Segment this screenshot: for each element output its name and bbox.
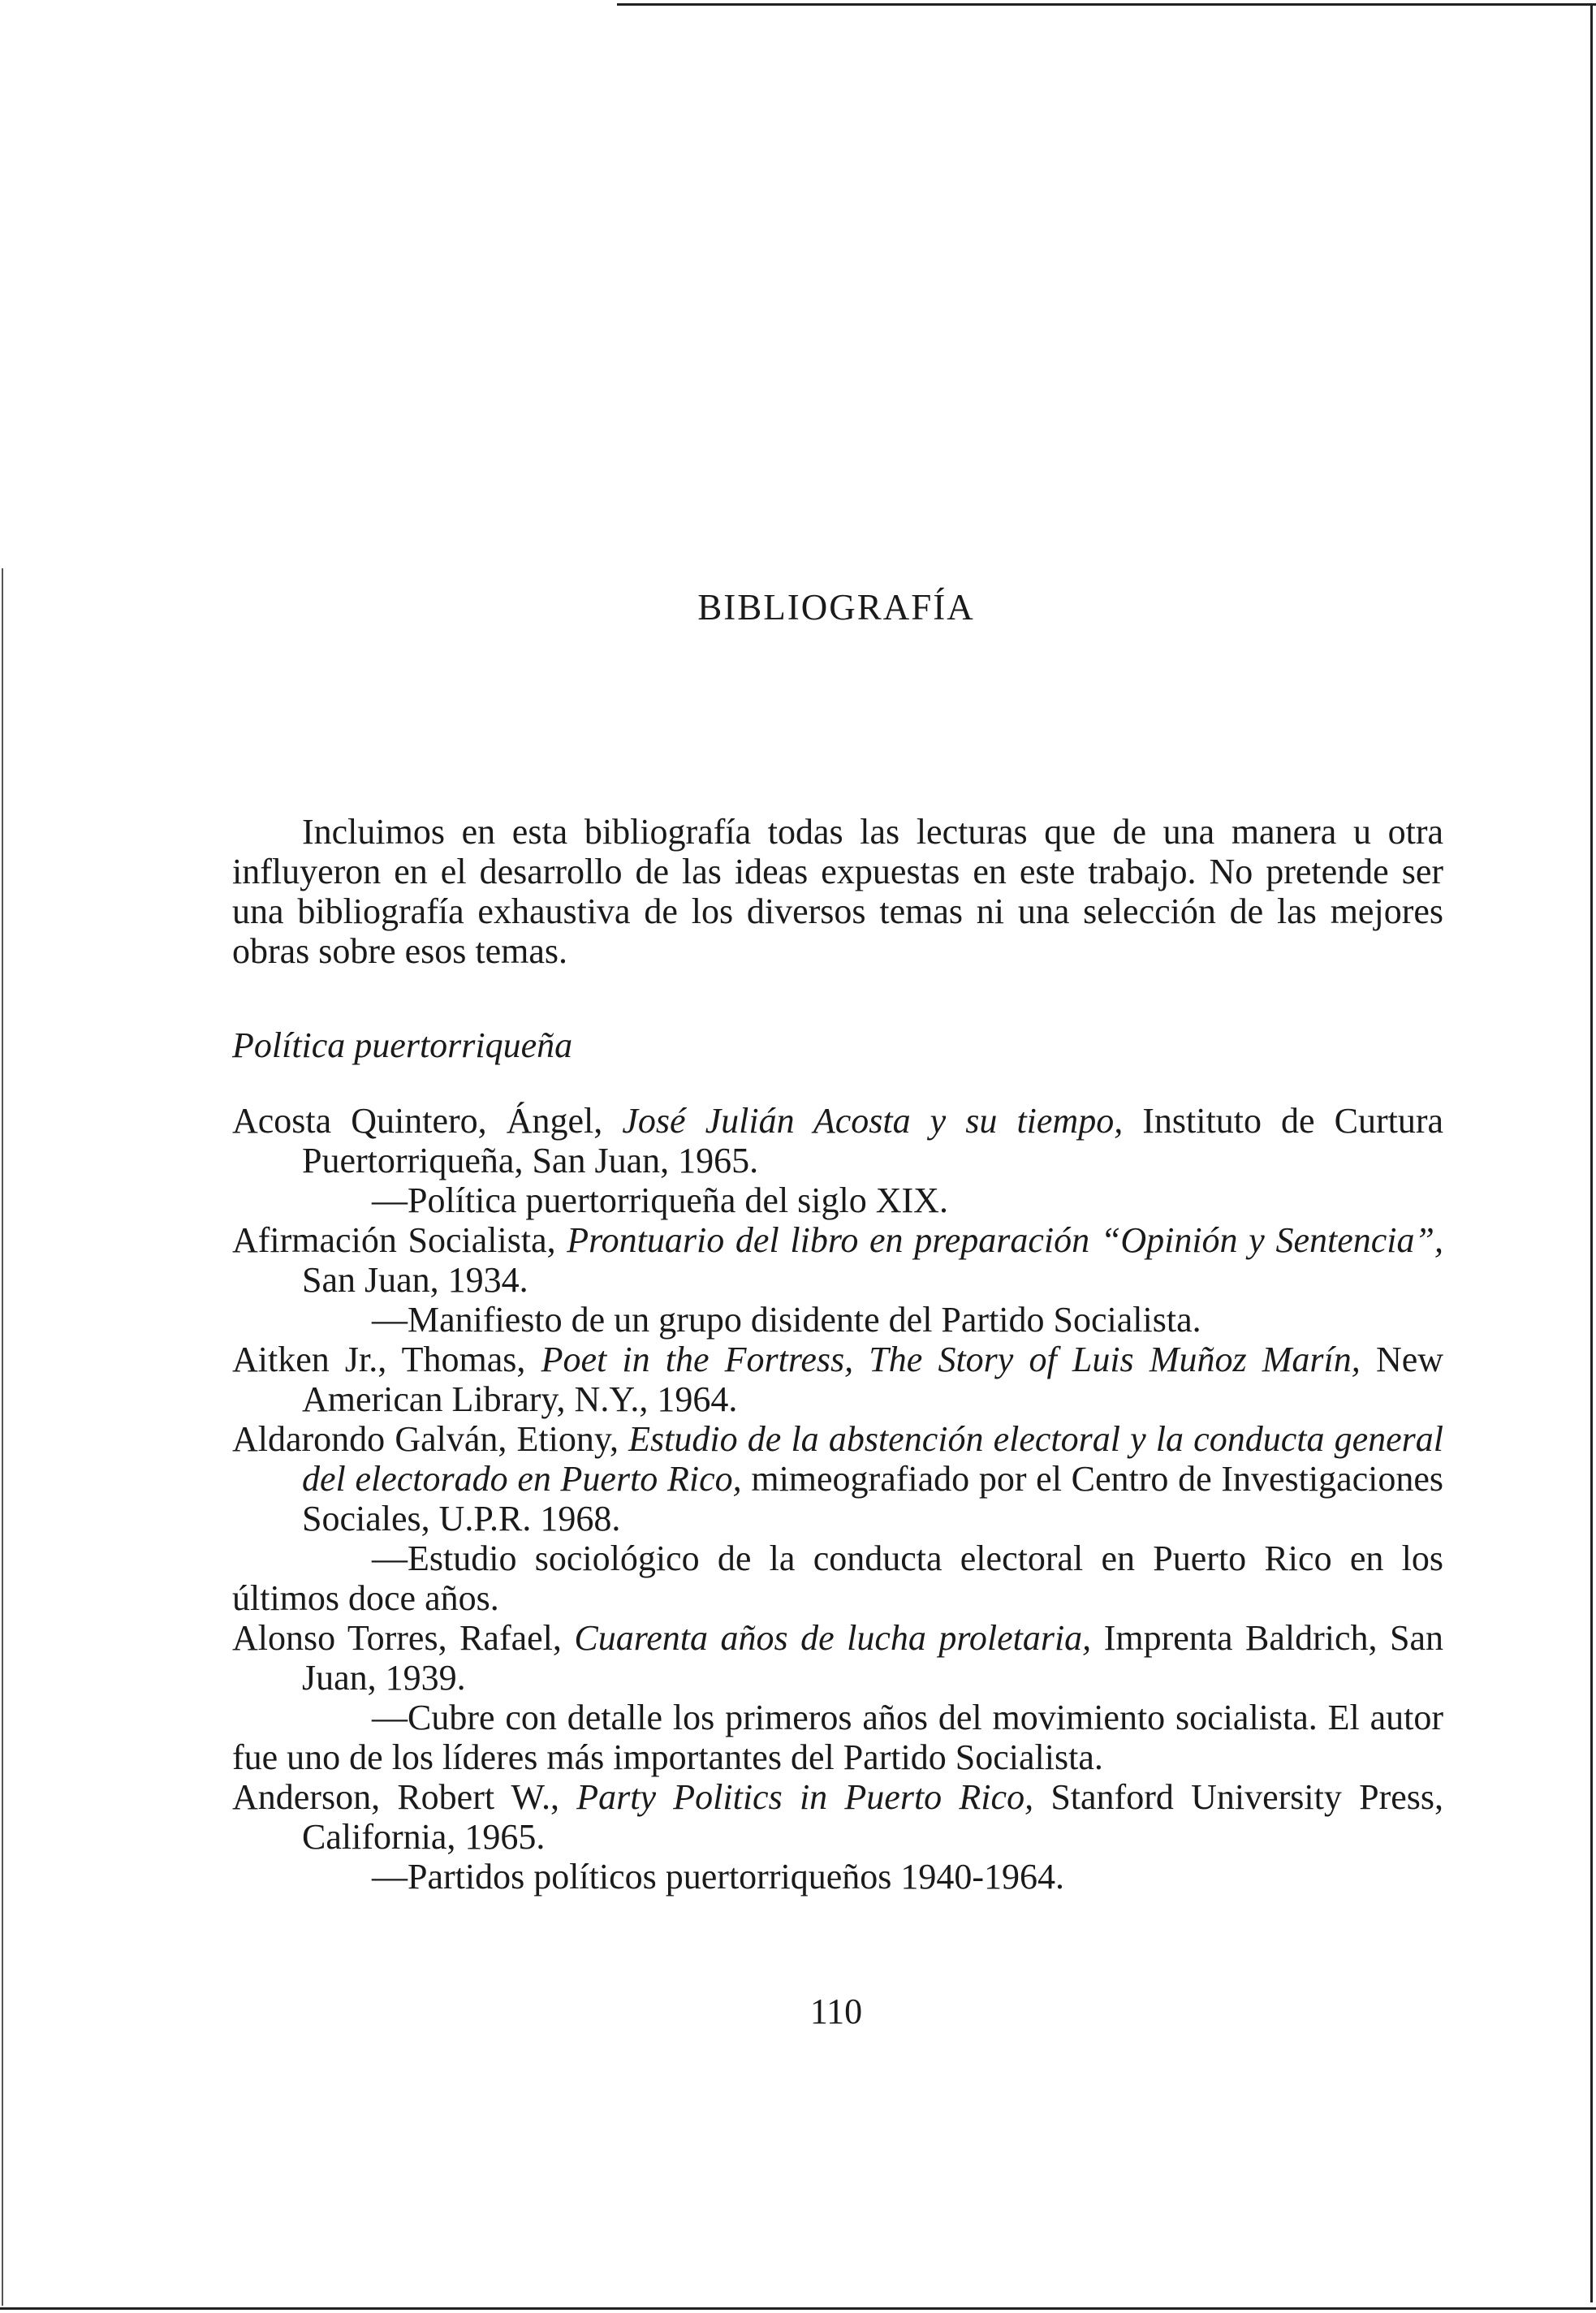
entry-citation (232, 1777, 1443, 1857)
bibliography-entry (232, 1618, 1443, 1777)
entry-note: —Partidos políticos puertorriqueños 1940-1964. (372, 1857, 1065, 1897)
entry-work-title: Estudio de la abstención electoral y la conducta general del electorado en Puerto Rico, (302, 1419, 1444, 1499)
entry-citation (232, 1340, 1443, 1419)
entry-author: Aldarondo Galván, Etiony, (232, 1419, 619, 1459)
bibliography-entry (232, 1340, 1443, 1419)
entry-publication: San Juan, 1934. (302, 1260, 528, 1300)
entry-note: —Política puertorriqueña del siglo XIX. (372, 1180, 948, 1220)
bibliography-entry (232, 1220, 1443, 1340)
entry-citation (232, 1101, 1443, 1180)
section-heading: Política puertorriqueña (232, 1025, 573, 1065)
entry-work-title: Party Politics in Puerto Rico, (576, 1777, 1034, 1817)
entry-citation (232, 1220, 1443, 1300)
page-border-left (2, 568, 3, 2306)
entry-publication: mimeografiado por el Centro de Investigaciones Sociales, U.P.R. 1968. (302, 1459, 1444, 1538)
entry-citation (232, 1419, 1443, 1538)
intro-paragraph: Incluimos en esta bibliografía todas las lecturas que de una manera u otra influyeron en el desarrollo de las ideas expuestas en este trabajo. No pretende ser una bibliografía exhaustiva de los diversos temas ni una selección de las mejores obras sobre esos temas. (232, 812, 1443, 971)
entry-publication: New American Library, N.Y., 1964. (302, 1340, 1444, 1419)
entry-note: —Cubre con detalle los primeros años del movimiento socialista. El autor fue uno de los líderes más importantes del Partido Socialista. (232, 1698, 1443, 1777)
entry-author: Acosta Quintero, Ángel, (232, 1101, 603, 1141)
entry-work-title: Cuarenta años de lucha proletaria, (574, 1618, 1092, 1658)
entry-author: Aitken Jr., Thomas, (232, 1340, 526, 1379)
entry-note: —Manifiesto de un grupo disidente del Partido Socialista. (372, 1300, 1201, 1340)
page-border-top (617, 3, 1596, 6)
entry-author: Alonso Torres, Rafael, (232, 1618, 562, 1658)
entry-publication: Imprenta Baldrich, San Juan, 1939. (302, 1618, 1443, 1698)
page-border-bottom (0, 2307, 1596, 2310)
page-number: 110 (809, 1992, 863, 2031)
entry-work-title: Prontuario del libro en preparación “Opinión y Sentencia”, (567, 1220, 1443, 1260)
bibliography-list (232, 1101, 1443, 1897)
entry-work-title: Poet in the Fortress, The Story of Luis Muñoz Marín, (541, 1340, 1361, 1379)
entry-citation (232, 1618, 1443, 1698)
entry-note: —Estudio sociológico de la conducta electoral en Puerto Rico en los últimos doce años. (232, 1538, 1443, 1618)
page-border-right (1590, 3, 1593, 2302)
bibliography-entry (232, 1419, 1443, 1618)
entry-work-title: José Julián Acosta y su tiempo, (622, 1101, 1124, 1141)
entry-author: Afirmación Socialista, (232, 1220, 556, 1260)
entry-publication: Instituto de Curtura Puertorriqueña, San Juan, 1965. (302, 1101, 1444, 1180)
page-title: BIBLIOGRAFÍA (697, 587, 975, 628)
entry-publication: Stanford University Press, California, 1965. (302, 1777, 1444, 1857)
bibliography-entry (232, 1101, 1443, 1220)
entry-author: Anderson, Robert W., (232, 1777, 560, 1817)
bibliography-entry (232, 1777, 1443, 1897)
